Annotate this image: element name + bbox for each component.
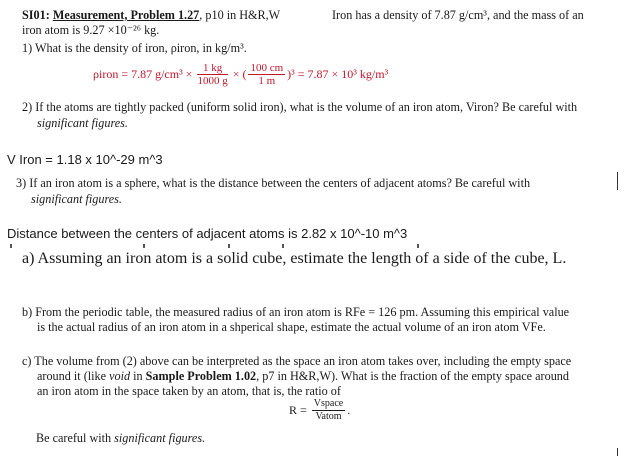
question-c	[22, 354, 571, 399]
careful-note	[36, 431, 205, 446]
question-3-line: 3) If an iron atom is a sphere, what is the distance between the centers of adjacent atoms? Be careful with	[16, 176, 531, 190]
question-2-line: 2) If the atoms are tightly packed (uniform solid iron), what is the volume of an iron atom, Viron? Be careful with	[22, 100, 578, 114]
question-c-line: c) The volume from (2) above can be interpreted as the space an iron atom takes over, including the empty space	[22, 354, 572, 368]
fraction-denominator: 1000 g	[197, 75, 228, 87]
mass-note: iron atom is 9.27 ×10⁻²⁶ kg.	[22, 23, 160, 37]
tick-mark	[10, 244, 12, 248]
ratio-lhs: R =	[289, 403, 307, 417]
question-3	[16, 175, 530, 207]
problem-title: Measurement, Problem 1.27	[52, 8, 200, 22]
problem-code: SI01:	[22, 8, 50, 22]
equation-lhs: ρiron = 7.87 g/cm³ ×	[93, 67, 193, 81]
density-equation	[93, 62, 388, 90]
ratio-end: .	[347, 403, 351, 417]
equation-rhs: )³ = 7.87 × 10³ kg/m³	[287, 67, 389, 81]
text-italic: void	[109, 369, 131, 383]
tick-mark	[143, 244, 145, 248]
text-bold: Sample Problem 1.02	[145, 369, 257, 383]
ratio-fraction	[312, 398, 345, 423]
question-b	[22, 305, 569, 335]
problem-source: , p10 in H&R,W	[199, 8, 281, 22]
tick-mark	[228, 244, 230, 248]
careful-text: Be careful with	[36, 431, 115, 445]
question-1: 1) What is the density of iron, ρiron, in kg/m³.	[22, 41, 247, 55]
fraction-numerator: 100 cm	[250, 62, 284, 74]
question-2	[22, 99, 577, 131]
question-3-line: significant figures.	[31, 192, 122, 206]
question-a: a) Assuming an iron atom is a solid cube, estimate the length of a side of the cube, L.	[22, 250, 567, 267]
question-c-line	[22, 369, 571, 384]
answer-volume: V Iron = 1.18 x 10^-29 m^3	[7, 152, 163, 167]
equation-times: × (	[232, 67, 247, 81]
tick-mark	[282, 244, 284, 248]
fraction-kg-g	[197, 62, 227, 87]
cursor-bar	[617, 448, 618, 456]
question-2-line: significant figures.	[37, 116, 128, 130]
question-b-line: is the actual radius of an iron atom in a shperical shape, estimate the actual volume of an iron atom VFe.	[37, 320, 546, 334]
question-c-line: an iron atom in the space taken by an atom, that is, the ratio of	[37, 384, 341, 398]
text-span: around it (like	[37, 369, 110, 383]
density-note: Iron has a density of 7.87 g/cm³, and the mass of an	[332, 8, 584, 22]
tick-mark	[417, 244, 419, 248]
ratio-formula	[289, 398, 350, 428]
careful-italic: significant figures.	[114, 431, 206, 445]
ratio-numerator: Vspace	[313, 398, 344, 409]
answer-distance: Distance between the centers of adjacent atoms is 2.82 x 10^-10 m^3	[7, 226, 408, 241]
question-b-line: b) From the periodic table, the measured radius of an iron atom is RFe = 126 pm. Assuming this empirical value	[22, 305, 570, 319]
fraction-denominator: 1 m	[258, 75, 276, 87]
problem-header	[22, 8, 584, 38]
text-span: , p7 in H&R,W). What is the fraction of the empty space around	[256, 369, 569, 383]
ratio-denominator: Vatom	[315, 411, 342, 422]
fraction-cm-m	[248, 62, 285, 87]
text-span: in	[130, 369, 146, 383]
fraction-numerator: 1 kg	[197, 62, 227, 75]
margin-mark	[617, 172, 618, 190]
